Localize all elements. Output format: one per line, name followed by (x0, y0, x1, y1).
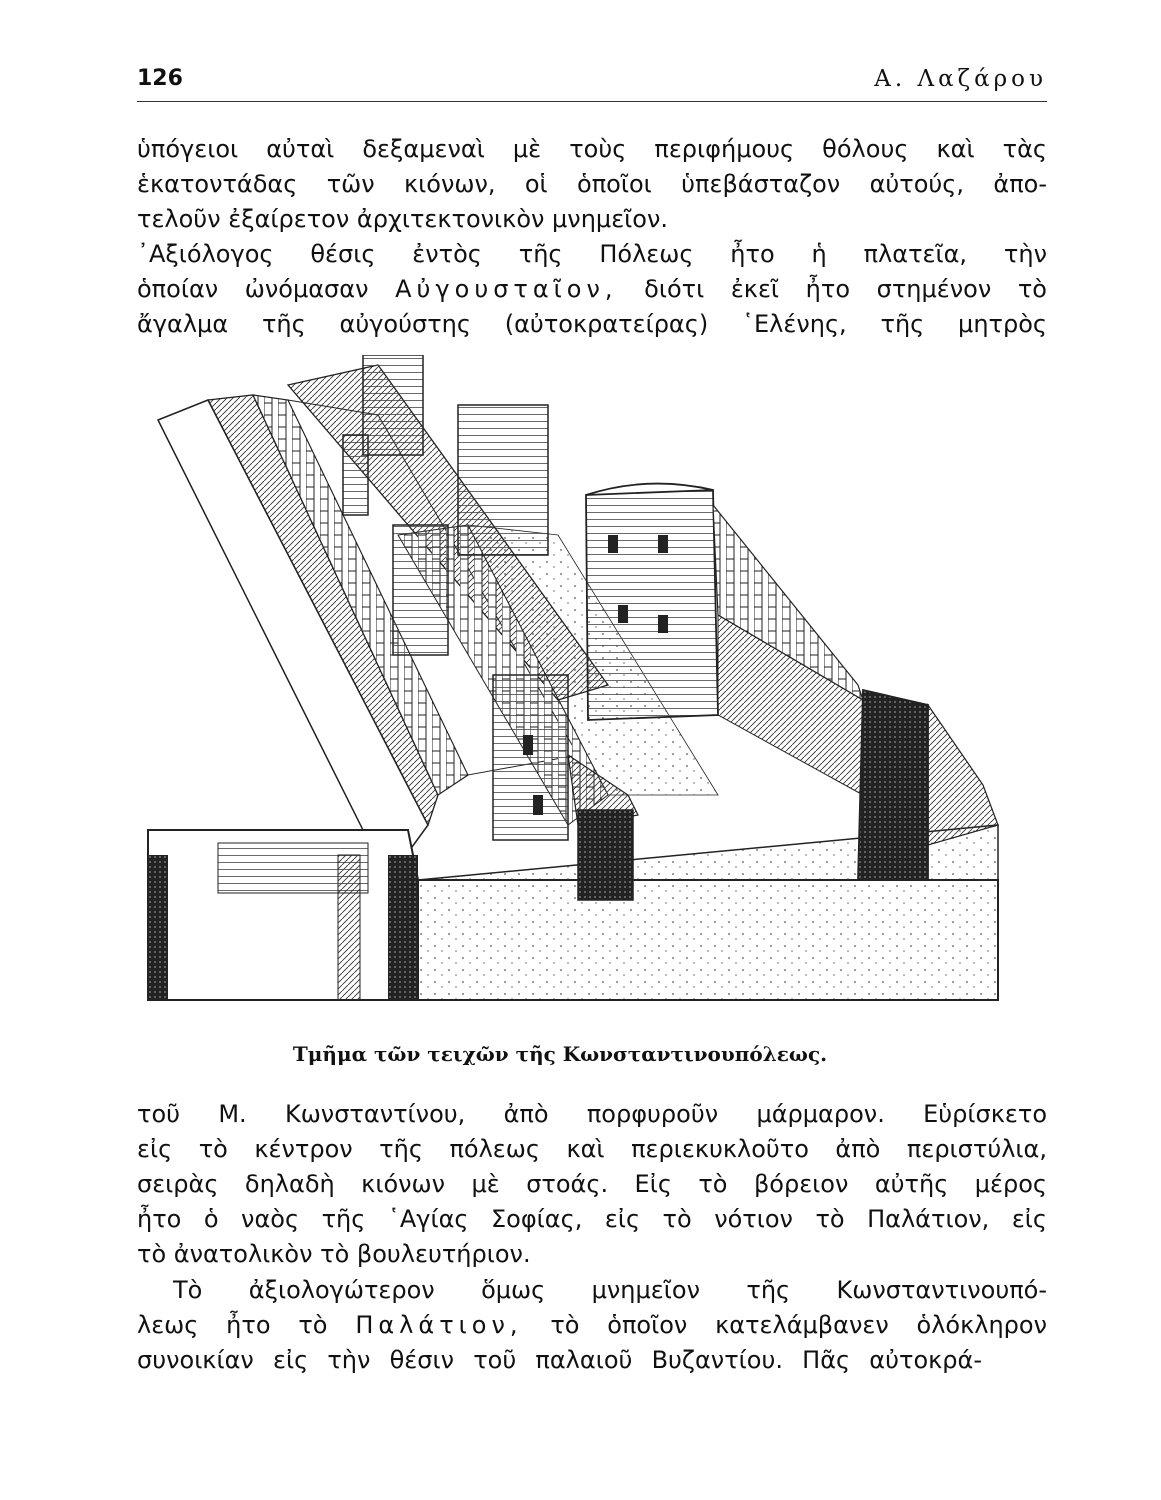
header-rule (137, 101, 1047, 102)
text-line: τὸ ἀνατολικὸν τὸ βουλευτήριον. (137, 1240, 531, 1268)
running-head-author: Α. Λαζάρου (874, 66, 1047, 92)
text-line: σειρὰς δηλαδὴ κιόνων μὲ στοάς. Εἰς τὸ βόρειον αὐτῆς μέρος (137, 1170, 1047, 1198)
walls-illustration (138, 355, 1008, 1020)
figure-caption: Τμῆμα τῶν τειχῶν τῆς Κωνσταντινουπόλεως. (292, 1042, 828, 1066)
text-run: λεως ἦτο τὸ (137, 1311, 328, 1339)
text-line: ἑκατοντάδας τῶν κιόνων, οἱ ὁποῖοι ὑπεβάσταζον αὐτούς, ἀπο- (137, 170, 1047, 198)
text-line: τοῦ Μ. Κωνσταντίνου, ἀπὸ πορφυροῦν μάρμαρον. Εὑρίσκετο (137, 1100, 1047, 1128)
text-line: Τὸ ἀξιολογώτερον ὅμως μνημεῖον τῆς Κωνσταντινουπό- (173, 1276, 1047, 1304)
emphasized-word: Παλάτιον, (355, 1311, 523, 1339)
text-line (137, 272, 1047, 307)
text-run: τὸ ὁποῖον κατελάμβανεν ὁλόκληρον (550, 1311, 1047, 1339)
page-header (137, 66, 1047, 102)
text-run: διότι ἐκεῖ ἦτο στημένον τὸ (644, 275, 1047, 303)
text-line: εἰς τὸ κέντρον τῆς πόλεως καὶ περιεκυκλοῦτο ἀπὸ περιστύλια, (137, 1135, 1047, 1163)
text-line: ὑπόγειοι αὐταὶ δεξαμεναὶ μὲ τοὺς περιφήμους θόλους καὶ τὰς (137, 135, 1047, 163)
text-line (137, 1308, 1047, 1343)
paragraph-1 (137, 132, 1047, 237)
paragraph-3 (137, 1097, 1047, 1272)
emphasized-word: Αὐγουσταῖον, (395, 275, 618, 303)
paragraph-4 (137, 1273, 1047, 1378)
text-line: ᾿Αξιόλογος θέσις ἐντὸς τῆς Πόλεως ἦτο ἡ πλατεῖα, τὴν (137, 240, 1047, 268)
text-line: ἦτο ὁ ναὸς τῆς ῾Αγίας Σοφίας, εἰς τὸ νότιον τὸ Παλάτιον, εἰς (137, 1205, 1047, 1233)
text-line: ἄγαλμα τῆς αὐγούστης (αὐτοκρατείρας) ῾Ελένης, τῆς μητρὸς (137, 310, 1047, 338)
text-line: τελοῦν ἐξαίρετον ἀρχιτεκτονικὸν μνημεῖον. (137, 205, 668, 233)
page-number: 126 (137, 66, 183, 91)
text-run: ὁποίαν ὠνόμασαν (137, 275, 369, 303)
text-line: συνοικίαν εἰς τὴν θέσιν τοῦ παλαιοῦ Βυζαντίου. Πᾶς αὐτοκρά- (137, 1346, 982, 1374)
paragraph-2 (137, 237, 1047, 342)
